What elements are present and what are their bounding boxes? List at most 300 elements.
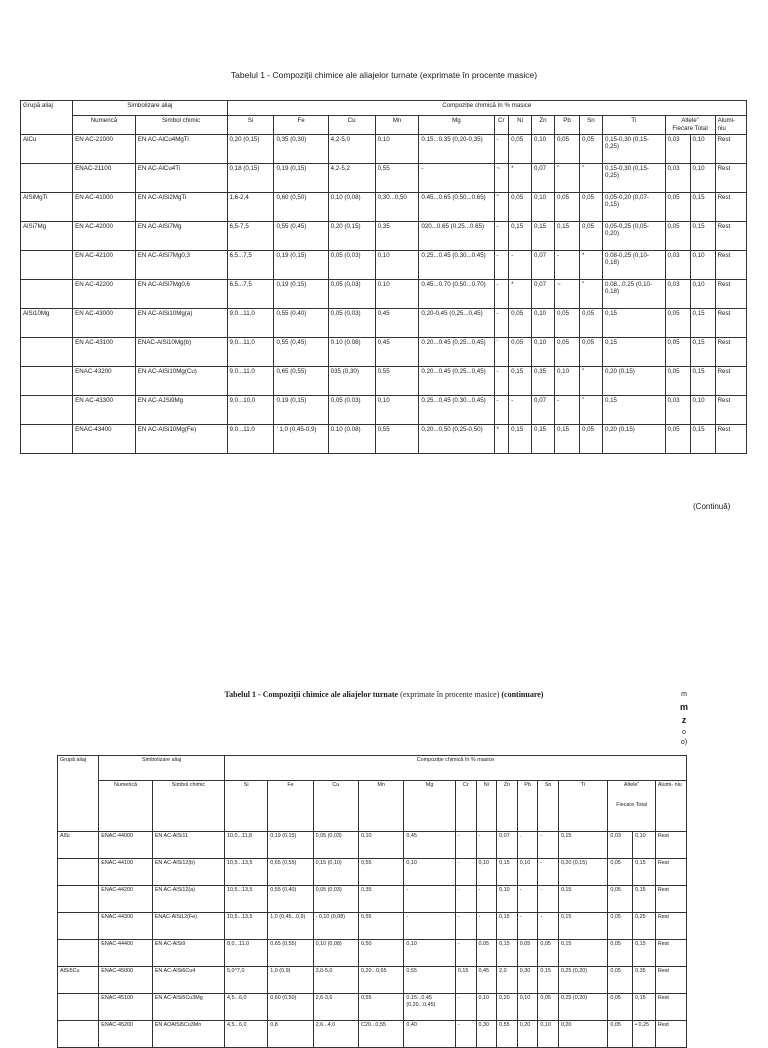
cell-cr: - <box>455 913 476 940</box>
cell-al: Rest <box>715 308 746 337</box>
cell-sn: - <box>538 913 559 940</box>
header-total: Total <box>694 124 708 132</box>
cell-si: 5,0^7,0 <box>224 967 267 994</box>
cell-cr: - <box>455 859 476 886</box>
cell-cr: " <box>494 192 509 221</box>
cell-total: 0,10 <box>690 395 715 424</box>
table-row <box>58 940 687 967</box>
cell-ni: 0,30 <box>476 1021 497 1048</box>
cell-pb: - <box>517 886 538 913</box>
cell-sn: 0,05 <box>580 221 603 250</box>
cell-pb: 0,05 <box>554 308 579 337</box>
cell-al: Rest <box>655 994 686 1021</box>
table2-title-plain: (exprimate în procente masice) <box>398 690 502 699</box>
cell-ni: 0,05 <box>509 134 532 163</box>
table-row <box>58 913 687 940</box>
cell-total: 0,10 <box>690 163 715 192</box>
cell-fe: 1,0 (0,45...0,9) <box>268 913 313 940</box>
cell-sn: 0,10 <box>538 1021 559 1048</box>
header-others-label: Altele" <box>681 117 699 124</box>
cell-fe: ' 1,0 (0,45-0,9) <box>274 424 328 453</box>
cell-each: 0,03 <box>665 163 690 192</box>
cell-sn: 0,05 <box>580 134 603 163</box>
table-row <box>21 134 747 163</box>
cell-cu: 2,6...4,0 <box>313 1021 358 1048</box>
header-group: Grupă aliaj <box>58 756 99 832</box>
table-row <box>58 994 687 1021</box>
cell-mn: 0,10 <box>359 832 404 859</box>
table2-title-cont: (continuare) <box>501 690 544 699</box>
cell-cr: - <box>494 221 509 250</box>
cell-fe: 0,60 (0,50) <box>268 994 313 1021</box>
cell-al: Rest <box>715 366 746 395</box>
table1-body <box>21 134 747 453</box>
cell-ti: 0,20 <box>558 1021 607 1048</box>
cell-cu: 0,05 (0,03) <box>328 250 375 279</box>
cell-total: 0,15 <box>633 994 656 1021</box>
cell-each: 0,03 <box>665 134 690 163</box>
cell-each: 0,05 <box>608 913 633 940</box>
continued-note: (Continuă) <box>693 502 731 511</box>
cell-si: 6,5-7,5 <box>227 221 274 250</box>
header-others <box>608 781 655 832</box>
header-total: Total <box>635 802 648 809</box>
cell-group <box>21 424 73 453</box>
header-numeric: Numerică <box>73 116 136 135</box>
cell-pb: . <box>517 832 538 859</box>
cell-ti: 0,05-0,25 (0,05-0,20) <box>602 221 665 250</box>
cell-numeric: EN AC-43000 <box>73 308 136 337</box>
cell-ni: 0,15 <box>509 424 532 453</box>
cell-mg: 0,45 <box>404 832 456 859</box>
cell-cr: - <box>455 940 476 967</box>
cell-numeric: EN AC-43100 <box>73 337 136 366</box>
cell-cu: 3,0-5,0 <box>313 967 358 994</box>
cell-chem: EN AC-AlSi6Cu4 <box>152 967 224 994</box>
cell-group <box>58 913 99 940</box>
header-mn: Mn <box>359 781 404 832</box>
cell-ti: 0.08-0,25 (0,10-0,18) <box>602 250 665 279</box>
cell-group <box>21 337 73 366</box>
cell-total: 0,15 <box>690 337 715 366</box>
cell-group <box>21 366 73 395</box>
cell-al: Rest <box>655 859 686 886</box>
cell-mg: 0,55 <box>404 967 456 994</box>
cell-al: Rest <box>715 192 746 221</box>
cell-zn: 0,20 <box>497 994 518 1021</box>
cell-cr: ~ <box>494 163 509 192</box>
side-mark: z <box>681 715 687 725</box>
cell-numeric: ENAC-45200 <box>99 1021 153 1048</box>
cell-each: 0,05 <box>608 859 633 886</box>
composition-table-2 <box>57 755 687 1048</box>
cell-ti: 0,15 <box>558 913 607 940</box>
table-row <box>58 859 687 886</box>
cell-si: 1,6-2,4 <box>227 192 274 221</box>
cell-numeric: EN AC-41000 <box>73 192 136 221</box>
cell-mg: - <box>404 886 456 913</box>
cell-group <box>58 940 99 967</box>
cell-mg: 0.15...0,45 (0,20...0,45) <box>404 994 456 1021</box>
header-others-label: Altele" <box>623 782 640 788</box>
cell-numeric: EN AC-42200 <box>73 279 136 308</box>
cell-mg: 0.25...0,45 (0.30...0.45) <box>419 395 494 424</box>
cell-mn: 0.10 <box>375 279 419 308</box>
cell-each: 0,05 <box>608 1021 633 1048</box>
cell-each: 0,05 <box>608 967 633 994</box>
cell-fe: 0,60 (0,50) <box>274 192 328 221</box>
cell-pb: 0,15 <box>554 221 579 250</box>
cell-mg: 0,20-0,45 (0,25...0,45) <box>419 308 494 337</box>
cell-ti: 0,15-0,30 (0,15-0,25) <box>602 163 665 192</box>
cell-sn: * <box>580 250 603 279</box>
cell-fe: 0,65 (0,55) <box>268 940 313 967</box>
cell-numeric: ENAC-44300 <box>99 913 153 940</box>
cell-ti: 0,15 <box>602 308 665 337</box>
cell-mn: 0,10 <box>375 250 419 279</box>
cell-each: 0,03 <box>665 250 690 279</box>
header-group: Grupă aliaj <box>21 101 73 135</box>
cell-each: 0,05 <box>665 366 690 395</box>
cell-fe: 0,55 (0.40) <box>274 308 328 337</box>
cell-mn: 0,10 <box>375 395 419 424</box>
cell-group <box>21 163 73 192</box>
cell-cu: 4,2-5,2 <box>328 163 375 192</box>
cell-pb: 0,10 <box>554 366 579 395</box>
cell-numeric: EN AC-42000 <box>73 221 136 250</box>
cell-fe: 0.19 (0,15) <box>274 395 328 424</box>
cell-cr: - <box>494 308 509 337</box>
cell-pb: " <box>554 163 579 192</box>
cell-group <box>58 994 99 1021</box>
cell-ni: 0,05 <box>476 940 497 967</box>
cell-ti: 0,15-0,30 (0,15-0,25) <box>602 134 665 163</box>
header-composition: Compoziție chimică în % masice <box>224 756 686 781</box>
cell-al: Rest <box>715 337 746 366</box>
cell-mn: 0,55 <box>375 366 419 395</box>
cell-cr: - <box>455 886 476 913</box>
cell-total: 0,15 <box>690 366 715 395</box>
cell-cr: - <box>494 279 509 308</box>
table-row <box>21 250 747 279</box>
cell-zn: 0,10 <box>497 886 518 913</box>
cell-zn: 0,07 <box>497 832 518 859</box>
cell-chem: EN AC-AlSi12(a) <box>152 886 224 913</box>
cell-each: 0,05 <box>665 308 690 337</box>
side-mark: o <box>682 728 686 736</box>
cell-mn: C20...0,55 <box>359 1021 404 1048</box>
cell-fe: 0,19 (0,15) <box>274 163 328 192</box>
cell-cu: 0,05 (0,03) <box>313 832 358 859</box>
cell-total: 0,15 <box>633 886 656 913</box>
header-sn: Sn <box>580 116 603 135</box>
cell-mg: 0.25...0.45 (0.30...0.45) <box>419 250 494 279</box>
cell-al: Rest <box>655 913 686 940</box>
cell-group <box>58 1021 99 1048</box>
cell-total: 0,15 <box>633 940 656 967</box>
header-si: Si <box>227 116 274 135</box>
side-marks <box>678 690 690 749</box>
cell-cr: - <box>455 994 476 1021</box>
cell-fe: 0,19 (0,15) <box>268 832 313 859</box>
table2-title <box>0 690 768 699</box>
header-chemical: Simbol chimic <box>152 781 224 832</box>
cell-chem: EN AC-AlCu4Ti <box>135 163 227 192</box>
cell-zn: 0,10 <box>532 192 555 221</box>
cell-fe: 0,55 (0,45) <box>274 221 328 250</box>
cell-numeric: ENAC-44400 <box>99 940 153 967</box>
cell-numeric: ENAC-45100 <box>99 994 153 1021</box>
cell-zn: 0,15 <box>497 913 518 940</box>
cell-chem: EN AC-AlSi10Mg(a) <box>135 308 227 337</box>
cell-ni: 0,05 <box>509 308 532 337</box>
cell-pb: 0,05 <box>554 192 579 221</box>
cell-sn: " <box>580 279 603 308</box>
cell-sn: - <box>538 859 559 886</box>
cell-ti: 0,15 <box>558 886 607 913</box>
cell-total: 0,10 <box>690 250 715 279</box>
cell-pb: 0,30 <box>517 967 538 994</box>
cell-al: Rest <box>715 134 746 163</box>
cell-total: • 0,25 <box>633 1021 656 1048</box>
cell-numeric: EN AC-43300 <box>73 395 136 424</box>
cell-sn: 0,15 <box>538 967 559 994</box>
cell-group: AlSi7Mg <box>21 221 73 250</box>
cell-chem: ENAC-AlSi12(Fe) <box>152 913 224 940</box>
cell-sn: 0,05 <box>580 308 603 337</box>
cell-each: 0,05 <box>665 424 690 453</box>
cell-group: AlSi10Mg <box>21 308 73 337</box>
cell-each: 0,05 <box>608 940 633 967</box>
cell-mg: 0,10 <box>404 859 456 886</box>
cell-sn: 0,05 <box>538 940 559 967</box>
cell-si: 9,0...10,0 <box>227 395 274 424</box>
cell-cu: 0,10 (0,08) <box>313 940 358 967</box>
cell-ni: - <box>509 250 532 279</box>
cell-mn: 0,35 <box>375 221 419 250</box>
cell-ni: - <box>476 886 497 913</box>
cell-si: 10,5...13,5 <box>224 886 267 913</box>
cell-cr: - <box>494 366 509 395</box>
cell-cu: - 0,10 (0,08) <box>313 913 358 940</box>
header-mg: Mg <box>404 781 456 832</box>
cell-group: AlCu <box>21 134 73 163</box>
cell-zn: 0,07 <box>532 250 555 279</box>
cell-total: 0,15 <box>690 192 715 221</box>
header-numeric: Numerică <box>99 781 153 832</box>
cell-each: 0,03 <box>665 395 690 424</box>
cell-cu: 0,05 (0,03) <box>328 308 375 337</box>
cell-total: 0,10 <box>690 134 715 163</box>
cell-al: Rest <box>655 886 686 913</box>
cell-each: 0,05 <box>665 337 690 366</box>
cell-zn: 0,15 <box>532 424 555 453</box>
header-cr: Cr <box>494 116 509 135</box>
cell-chem: EN AC-AlSi7Mg0,6 <box>135 279 227 308</box>
header-pb: Pb <box>554 116 579 135</box>
cell-each: 0,05 <box>665 221 690 250</box>
cell-si: 6,5...7,5 <box>227 250 274 279</box>
cell-cu: 0,20 (0,15) <box>328 221 375 250</box>
cell-pb: 0,05 <box>554 337 579 366</box>
table2-body <box>58 832 687 1048</box>
cell-group <box>58 886 99 913</box>
header-ti: Ti <box>558 781 607 832</box>
cell-ni: - <box>509 395 532 424</box>
cell-si: 9.0...11.0 <box>227 424 274 453</box>
cell-numeric: ENAC-44100 <box>99 859 153 886</box>
cell-cu: 0.10 (0.08) <box>328 424 375 453</box>
cell-zn: 0,15 <box>497 940 518 967</box>
side-mark: o) <box>680 739 688 746</box>
cell-pb: - <box>517 913 538 940</box>
cell-al: Rest <box>715 279 746 308</box>
cell-ti: 0,05-0,20 (0,07-0,15) <box>602 192 665 221</box>
cell-cu: 0.10 (0.08) <box>328 337 375 366</box>
cell-al: Rest <box>715 395 746 424</box>
cell-each: 0,05 <box>665 192 690 221</box>
cell-al: Rest <box>655 940 686 967</box>
cell-cu: 035 (0,30) <box>328 366 375 395</box>
cell-cu: 0,10 (0,08) <box>328 192 375 221</box>
cell-pb: 0,05 <box>554 134 579 163</box>
cell-sn: - <box>538 832 559 859</box>
cell-zn: 0,10 <box>532 337 555 366</box>
cell-zn: 2,0 <box>497 967 518 994</box>
cell-cu: 0,05 (0,03) <box>328 279 375 308</box>
cell-si: 8,0...11,0 <box>224 940 267 967</box>
cell-numeric: ENAC-44200 <box>99 886 153 913</box>
cell-group: AlSi5Cu <box>58 967 99 994</box>
cell-al: Rest <box>715 250 746 279</box>
table-row <box>58 832 687 859</box>
header-composition: Compoziție chimică în % masice <box>227 101 747 116</box>
cell-zn: 0,10 <box>532 134 555 163</box>
cell-cu: 4,2-5,0 <box>328 134 375 163</box>
cell-zn: 0,07 <box>532 163 555 192</box>
cell-cu: 0,15 (0,10) <box>313 859 358 886</box>
cell-total: 0,15 <box>690 308 715 337</box>
cell-pb: 0,05 <box>517 940 538 967</box>
cell-chem: EN AC-AlSi5Cu3Mg <box>152 994 224 1021</box>
cell-ti: 0,15 <box>558 832 607 859</box>
header-ni: Ni <box>509 116 532 135</box>
cell-cr: - <box>455 1021 476 1048</box>
cell-ni: 0,45 <box>476 967 497 994</box>
cell-al: Rest <box>715 163 746 192</box>
cell-ni: 0,15 <box>509 221 532 250</box>
cell-chem: EN AC-AlSi12(b) <box>152 859 224 886</box>
cell-cr: ' <box>494 337 509 366</box>
cell-each: 0,05 <box>608 994 633 1021</box>
cell-cr: * <box>494 424 509 453</box>
composition-table-1 <box>20 100 747 454</box>
cell-mn: 0,55 <box>375 424 419 453</box>
header-cu: Cu <box>328 116 375 135</box>
header-fe: Fe <box>274 116 328 135</box>
cell-si: 4,5...6,0 <box>224 1021 267 1048</box>
cell-ni: 0,15 <box>509 366 532 395</box>
header-symbolization: Simbolizare aliaj <box>73 101 227 116</box>
cell-si: 10,5...13,5 <box>224 913 267 940</box>
cell-numeric: ENAC-44000 <box>99 832 153 859</box>
cell-total: 0,25 <box>633 913 656 940</box>
cell-group <box>58 859 99 886</box>
cell-zn: 0,55 <box>497 1021 518 1048</box>
cell-al: Rest <box>715 424 746 453</box>
cell-mn: 0,45 <box>375 308 419 337</box>
cell-total: 0,10 <box>690 279 715 308</box>
cell-ti: 0,25 (0,20) <box>558 967 607 994</box>
cell-ti: 0,20 (0,15) <box>602 424 665 453</box>
cell-ni: * <box>509 279 532 308</box>
cell-numeric: ENAC-43200 <box>73 366 136 395</box>
table-row <box>58 1021 687 1048</box>
cell-mn: 0,30...0,50 <box>375 192 419 221</box>
cell-ni: 0,10 <box>476 859 497 886</box>
cell-sn: " <box>580 163 603 192</box>
cell-chem: EN AC-AlSi10Mg(Cu) <box>135 366 227 395</box>
cell-ti: 0,20 (0,15) <box>602 366 665 395</box>
cell-si: 10,0...11,8 <box>224 832 267 859</box>
cell-pb: 0,10 <box>517 994 538 1021</box>
cell-chem: EN AC-AlSi7Mg0,3 <box>135 250 227 279</box>
cell-cr: - <box>455 832 476 859</box>
cell-mg: 0,10 <box>404 940 456 967</box>
header-mg: Mg <box>419 116 494 135</box>
cell-zn: 0,07 <box>532 279 555 308</box>
cell-chem: EN AC-AlSi9 <box>152 940 224 967</box>
cell-al: Rest <box>715 221 746 250</box>
cell-al: Rest <box>655 967 686 994</box>
cell-mg: 0,40 <box>404 1021 456 1048</box>
cell-numeric: ENAC-21100 <box>73 163 136 192</box>
cell-mn: 0,50 <box>359 940 404 967</box>
header-aluminum: Alumi- niu <box>715 116 746 135</box>
table1-title: Tabelul 1 - Compoziții chimice ale aliajelor turnate (exprimate în procente masice) <box>230 70 538 80</box>
cell-mg: 0.45...0.70 (0.50...0.70) <box>419 279 494 308</box>
cell-ni: 0,05 <box>509 337 532 366</box>
header-others <box>665 116 715 135</box>
cell-numeric: EN AC-42100 <box>73 250 136 279</box>
cell-zn: 0,10 <box>532 308 555 337</box>
cell-al: Rest <box>655 832 686 859</box>
cell-mg: 0.15...0.35 (0,20-0,35) <box>419 134 494 163</box>
cell-ti: 0,20 (0,15) <box>558 859 607 886</box>
header-si: Si <box>224 781 267 832</box>
cell-mg: - <box>404 913 456 940</box>
cell-ni: * <box>509 163 532 192</box>
cell-group <box>21 279 73 308</box>
header-mn: Mn <box>375 116 419 135</box>
side-mark: m <box>679 701 688 712</box>
cell-si: 9,0...11,0 <box>227 308 274 337</box>
cell-ti: 0.08...0.25 (0,10-0,18) <box>602 279 665 308</box>
cell-each: 0,05 <box>608 886 633 913</box>
cell-si: 4,5...6,0 <box>224 994 267 1021</box>
cell-cr: - <box>494 134 509 163</box>
cell-mn: 0,55 <box>359 913 404 940</box>
cell-chem: EN AC-AlCu4MgTi <box>135 134 227 163</box>
cell-ni: - <box>476 832 497 859</box>
cell-mg: 0.45...0.65 (0.50...0.65) <box>419 192 494 221</box>
cell-total: 0,15 <box>690 221 715 250</box>
header-symbolization: Simbolizare aliaj <box>99 756 225 781</box>
cell-mg: 0,20...0,50 (0,25-0,50) <box>419 424 494 453</box>
header-pb: Pb <box>517 781 538 832</box>
cell-mn: 0,45 <box>375 337 419 366</box>
cell-mn: 0,20...0,65 <box>359 967 404 994</box>
